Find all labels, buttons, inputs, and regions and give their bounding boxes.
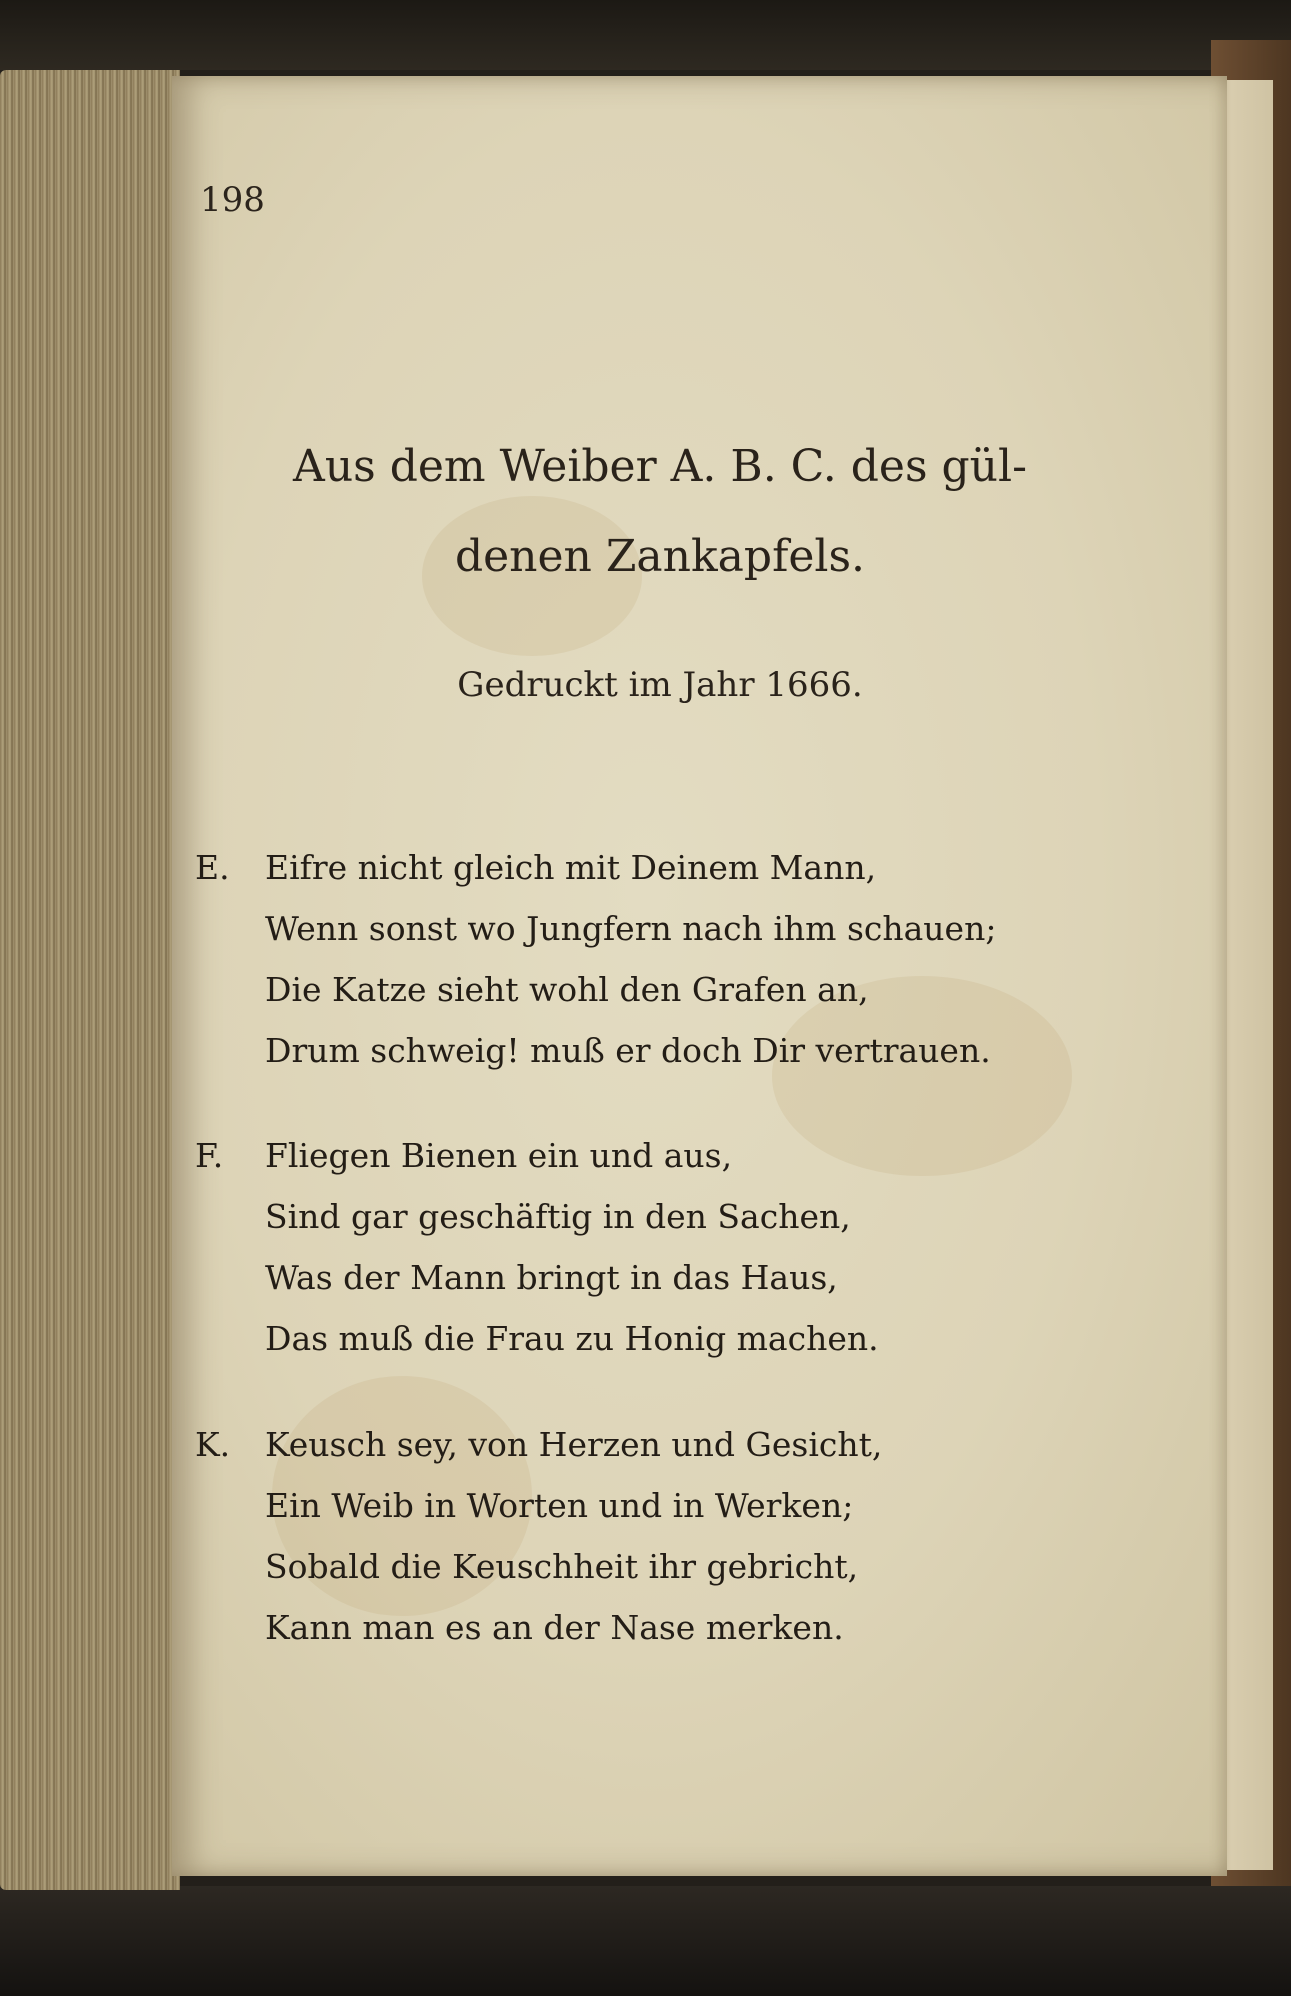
page-edges (0, 70, 180, 1890)
poem-heading (190, 441, 1130, 582)
book-cover-top (0, 0, 1291, 70)
verse-line: Was der Mann bringt in das Haus, (265, 1258, 838, 1297)
stanza-letter: F. (195, 1136, 224, 1175)
verse-line: Wenn sonst wo Jungfern nach ihm schauen; (265, 909, 997, 948)
imprint-line: Gedruckt im Jahr 1666. (457, 665, 863, 705)
stanza-f (195, 1125, 1135, 1369)
verse-line: Drum schweig! muß er doch Dir vertrauen. (265, 1031, 991, 1070)
verse-line: Sind gar geschäftig in den Sachen, (265, 1197, 851, 1236)
verse-line: Das muß die Frau zu Honig machen. (265, 1319, 879, 1358)
verse-line: Keusch sey, von Herzen und Gesicht, (265, 1425, 883, 1464)
verse-line: Sobald die Keuschheit ihr gebricht, (265, 1547, 859, 1586)
verse-line: Eifre nicht gleich mit Deinem Mann, (265, 848, 877, 887)
heading-line: denen Zankapfels. (454, 531, 866, 582)
book-cover-bottom (0, 1886, 1291, 1996)
verse-line: Kann man es an der Nase merken. (265, 1608, 844, 1647)
page-number: 198 (200, 180, 265, 220)
stanza-letter: E. (195, 848, 230, 887)
stanza-letter: K. (195, 1425, 231, 1464)
verse-line: Ein Weib in Worten und in Werken; (265, 1486, 854, 1525)
stanza-k (195, 1414, 1135, 1658)
verse-line: Die Katze sieht wohl den Grafen an, (265, 970, 869, 1009)
heading-line: Aus dem Weiber A. B. C. des gül- (293, 441, 1027, 492)
verse-line: Fliegen Bienen ein und aus, (265, 1136, 733, 1175)
stanza-e (195, 837, 1135, 1081)
